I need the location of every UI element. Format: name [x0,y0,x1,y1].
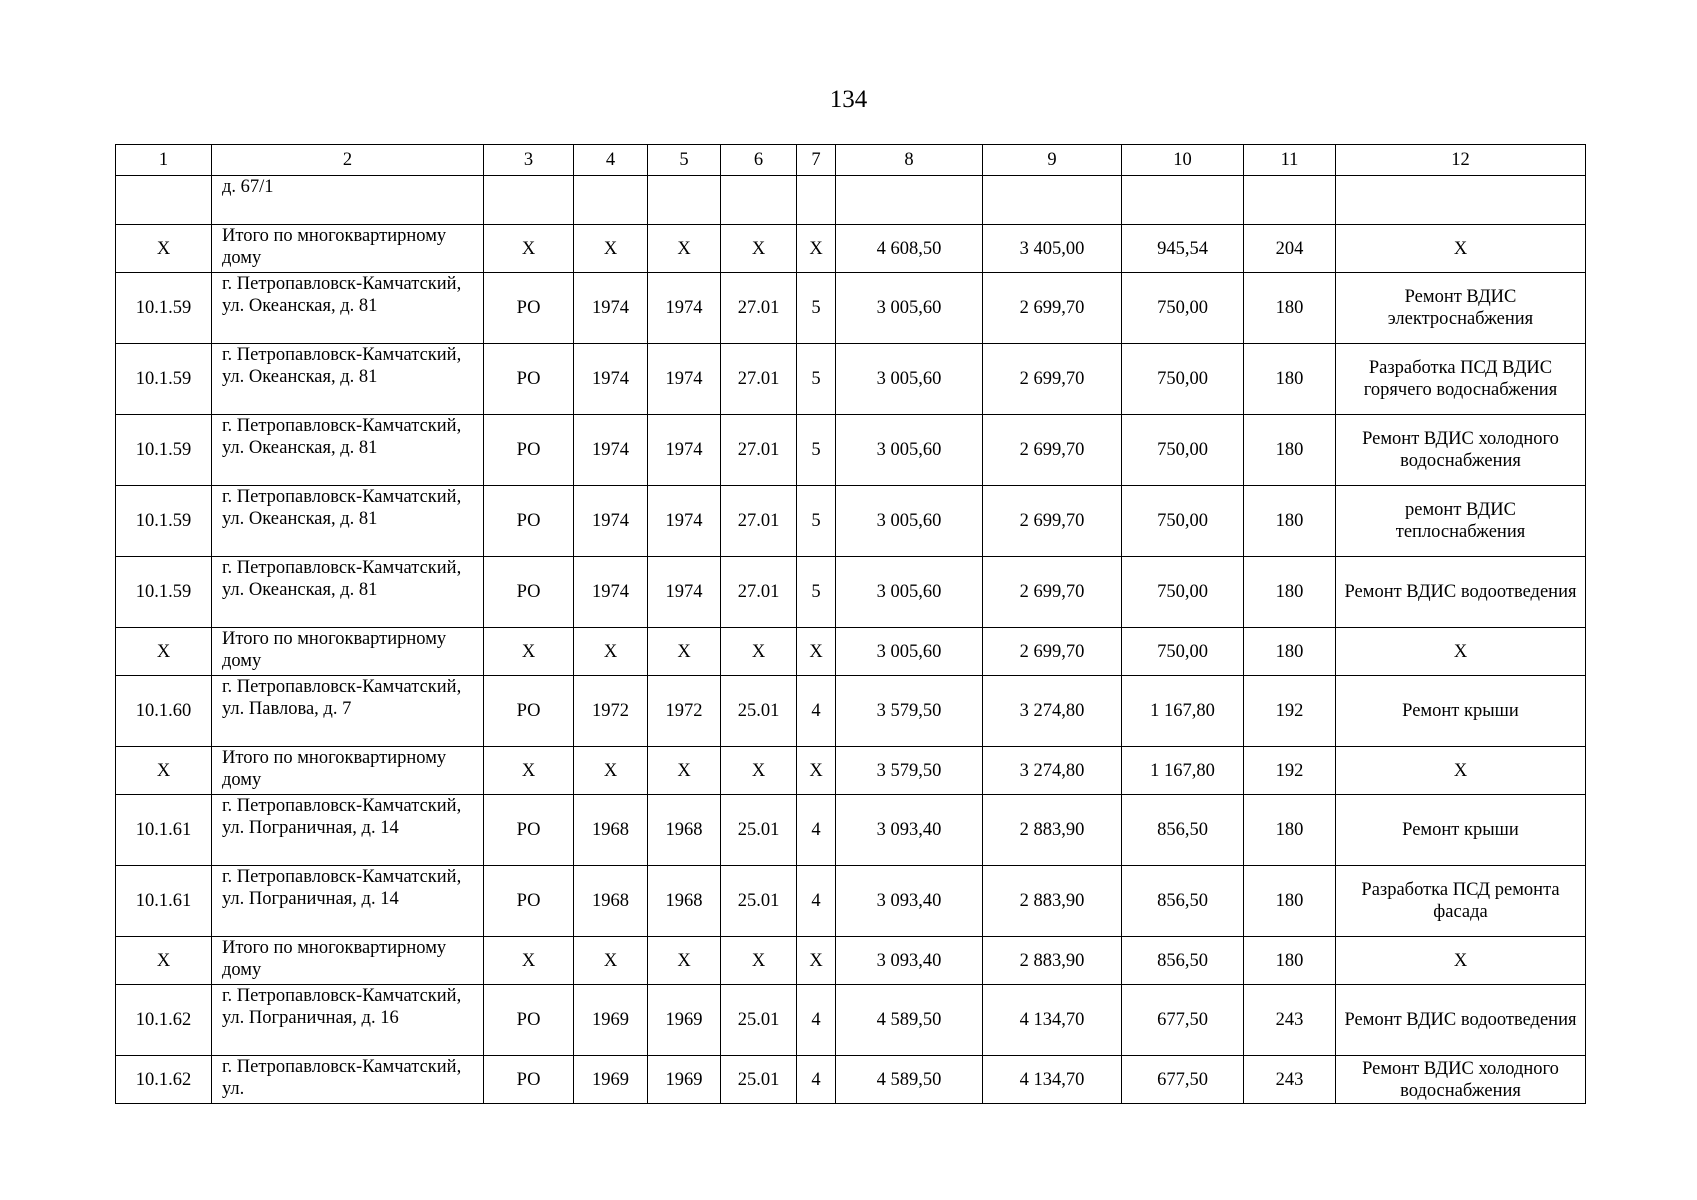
table-cell: г. Петропавловск-Камчатский, ул. Пограничная, д. 16 [212,985,484,1056]
table-cell: 180 [1244,866,1336,937]
table-cell [116,176,212,225]
table-cell: 3 579,50 [836,676,983,747]
table-cell: X [797,628,836,676]
table-cell: 1974 [574,415,648,486]
table-cell: РО [484,985,574,1056]
table-cell: 180 [1244,415,1336,486]
table-cell [1244,176,1336,225]
table-cell: X [721,747,797,795]
table-cell: 1972 [574,676,648,747]
table-cell: 677,50 [1122,1056,1244,1104]
table-cell: X [1336,628,1586,676]
table-cell: 25.01 [721,795,797,866]
table-cell: 1974 [574,344,648,415]
table-cell: 1968 [648,795,721,866]
table-cell: X [648,747,721,795]
table-cell: г. Петропавловск-Камчатский, ул. Павлова, д. 7 [212,676,484,747]
table-cell: 1974 [648,557,721,628]
table-cell: 1974 [648,273,721,344]
table-cell: 1974 [648,415,721,486]
table-cell: 25.01 [721,985,797,1056]
table-cell: 3 005,60 [836,273,983,344]
table-cell: X [1336,937,1586,985]
table-cell: 180 [1244,273,1336,344]
table-cell: г. Петропавловск-Камчатский, ул. Океанская, д. 81 [212,557,484,628]
table-row [116,676,1586,747]
column-number-cell: 10 [1122,145,1244,176]
table-row [116,557,1586,628]
column-number-cell: 8 [836,145,983,176]
table-cell: 4 [797,1056,836,1104]
table-cell: 3 005,60 [836,486,983,557]
table-cell: 10.1.62 [116,1056,212,1104]
table-cell: 856,50 [1122,795,1244,866]
table-cell: 945,54 [1122,225,1244,273]
table-cell: 2 699,70 [983,344,1122,415]
table-cell: 1968 [574,795,648,866]
table-cell [1336,176,1586,225]
column-number-cell: 3 [484,145,574,176]
table-cell: 4 134,70 [983,1056,1122,1104]
table-cell [983,176,1122,225]
table-cell: РО [484,795,574,866]
table-row [116,273,1586,344]
table-cell: 192 [1244,747,1336,795]
page-number: 134 [829,86,868,113]
table-cell: 27.01 [721,415,797,486]
table-cell: Ремонт ВДИС электроснабжения [1336,273,1586,344]
table-cell: 5 [797,415,836,486]
table-cell: 750,00 [1122,344,1244,415]
table-cell: 677,50 [1122,985,1244,1056]
table-cell: 2 699,70 [983,486,1122,557]
table-cell: г. Петропавловск-Камчатский, ул. Океанская, д. 81 [212,486,484,557]
table-cell: 5 [797,486,836,557]
table-cell: 5 [797,344,836,415]
table-cell: 180 [1244,344,1336,415]
table-cell: 10.1.60 [116,676,212,747]
table-cell: 1974 [574,273,648,344]
table-cell: 750,00 [1122,486,1244,557]
table-cell: 1969 [648,1056,721,1104]
table-cell: 10.1.59 [116,557,212,628]
table-cell: 3 274,80 [983,676,1122,747]
table-cell: X [484,628,574,676]
table-cell: 27.01 [721,557,797,628]
table-cell: РО [484,676,574,747]
table-cell: Ремонт ВДИС водоотведения [1336,557,1586,628]
table-cell: 27.01 [721,344,797,415]
table-cell: Итого по многоквартирному дому [212,628,484,676]
column-number-header-row [116,145,1586,176]
column-number-cell: 6 [721,145,797,176]
table-cell: X [721,937,797,985]
table-cell: 4 589,50 [836,1056,983,1104]
table-cell: г. Петропавловск-Камчатский, ул. Океанская, д. 81 [212,344,484,415]
table-cell: 2 699,70 [983,557,1122,628]
table-cell: 3 005,60 [836,344,983,415]
table-cell: РО [484,557,574,628]
table-cell: 5 [797,273,836,344]
table-cell: 2 883,90 [983,866,1122,937]
table-cell: г. Петропавловск-Камчатский, ул. Океанская, д. 81 [212,273,484,344]
table-cell: Ремонт крыши [1336,676,1586,747]
table-cell: 3 093,40 [836,937,983,985]
column-number-cell: 12 [1336,145,1586,176]
table-cell: 750,00 [1122,273,1244,344]
table-cell: Ремонт ВДИС водоотведения [1336,985,1586,1056]
table-cell: X [574,628,648,676]
table-cell: X [1336,747,1586,795]
table-cell: 25.01 [721,1056,797,1104]
table-cell: Разработка ПСД ремонта фасада [1336,866,1586,937]
table-cell: X [116,747,212,795]
table-cell: 3 093,40 [836,866,983,937]
table-cell: 2 883,90 [983,795,1122,866]
table-cell: 1968 [648,866,721,937]
table-cell: 25.01 [721,866,797,937]
table-cell: 750,00 [1122,628,1244,676]
table-cell: Итого по многоквартирному дому [212,225,484,273]
table-cell: 3 093,40 [836,795,983,866]
capital-repair-register-table [115,144,1586,1104]
table-row [116,415,1586,486]
table-cell: 10.1.61 [116,866,212,937]
table-cell [836,176,983,225]
subtotal-row [116,628,1586,676]
table-cell: 750,00 [1122,415,1244,486]
table-cell: 1969 [574,985,648,1056]
column-number-cell: 5 [648,145,721,176]
table-cell: Ремонт крыши [1336,795,1586,866]
table-cell: 1974 [574,557,648,628]
table-cell: X [484,937,574,985]
table-cell: 192 [1244,676,1336,747]
table-cell: Разработка ПСД ВДИС горячего водоснабжения [1336,344,1586,415]
table-cell: 25.01 [721,676,797,747]
table-cell: РО [484,866,574,937]
column-number-cell: 1 [116,145,212,176]
table-cell: X [116,628,212,676]
table-cell [484,176,574,225]
table-cell: 4 589,50 [836,985,983,1056]
table-cell: ремонт ВДИС теплоснабжения [1336,486,1586,557]
column-number-cell: 4 [574,145,648,176]
table-cell [1122,176,1244,225]
table-cell: РО [484,344,574,415]
table-cell: РО [484,486,574,557]
table-cell: X [721,628,797,676]
table-cell: д. 67/1 [212,176,484,225]
table-cell: РО [484,273,574,344]
table-cell: X [574,937,648,985]
table-cell: 4 134,70 [983,985,1122,1056]
table-cell: X [797,225,836,273]
table-cell: 180 [1244,628,1336,676]
table-cell: 4 608,50 [836,225,983,273]
table-cell: 2 883,90 [983,937,1122,985]
table-cell: 1972 [648,676,721,747]
table-cell: 1969 [648,985,721,1056]
table-cell [797,176,836,225]
column-number-cell: 11 [1244,145,1336,176]
table-cell: 3 005,60 [836,628,983,676]
table-cell: 4 [797,985,836,1056]
table-cell: 10.1.59 [116,415,212,486]
table-cell: 4 [797,676,836,747]
table-cell: X [1336,225,1586,273]
subtotal-row [116,937,1586,985]
table-cell: РО [484,415,574,486]
column-number-cell: 9 [983,145,1122,176]
table-cell: Итого по многоквартирному дому [212,747,484,795]
table-cell: 1 167,80 [1122,676,1244,747]
table-cell: 2 699,70 [983,273,1122,344]
table-cell: Ремонт ВДИС холодного водоснабжения [1336,1056,1586,1104]
table-cell: X [484,747,574,795]
table-cell: 180 [1244,937,1336,985]
table-cell: 27.01 [721,486,797,557]
table-cell: 180 [1244,486,1336,557]
table-cell: 5 [797,557,836,628]
table-cell [574,176,648,225]
table-cell: 204 [1244,225,1336,273]
table-cell: X [648,937,721,985]
table-cell: 4 [797,795,836,866]
table-cell: 3 005,60 [836,557,983,628]
table-cell: Ремонт ВДИС холодного водоснабжения [1336,415,1586,486]
table-cell: 1 167,80 [1122,747,1244,795]
table-cell: 10.1.59 [116,344,212,415]
table-cell: X [574,225,648,273]
table-row [116,486,1586,557]
table-row [116,795,1586,866]
table-row [116,866,1586,937]
table-cell [721,176,797,225]
table-cell: X [574,747,648,795]
table-cell: 243 [1244,985,1336,1056]
table-cell: 1969 [574,1056,648,1104]
table-cell: 3 005,60 [836,415,983,486]
table-cell: 4 [797,866,836,937]
table-cell: 1974 [648,486,721,557]
table-cell: 180 [1244,557,1336,628]
table-cell: 856,50 [1122,937,1244,985]
table-cell: 3 579,50 [836,747,983,795]
table-cell: 180 [1244,795,1336,866]
table-cell: 10.1.62 [116,985,212,1056]
table-cell: X [721,225,797,273]
table-cell: 856,50 [1122,866,1244,937]
table-cell: 3 274,80 [983,747,1122,795]
table-cell: Итого по многоквартирному дому [212,937,484,985]
table-cell: 2 699,70 [983,415,1122,486]
table-row [116,176,1586,225]
table-cell: г. Петропавловск-Камчатский, ул. Пограничная, д. 14 [212,795,484,866]
table-cell: 2 699,70 [983,628,1122,676]
table-row [116,985,1586,1056]
table-cell: г. Петропавловск-Камчатский, ул. [212,1056,484,1104]
subtotal-row [116,225,1586,273]
table-cell: 27.01 [721,273,797,344]
table-cell: X [797,937,836,985]
column-number-cell: 7 [797,145,836,176]
table-cell: 1974 [648,344,721,415]
table-cell: X [116,937,212,985]
table-row [116,344,1586,415]
table-cell: X [484,225,574,273]
table-cell: г. Петропавловск-Камчатский, ул. Пограничная, д. 14 [212,866,484,937]
table-cell: X [648,225,721,273]
table-cell: X [797,747,836,795]
table-cell: РО [484,1056,574,1104]
table-cell: 1974 [574,486,648,557]
subtotal-row [116,747,1586,795]
table-cell: 3 405,00 [983,225,1122,273]
table-cell [648,176,721,225]
table-cell: 243 [1244,1056,1336,1104]
table-cell: 10.1.59 [116,486,212,557]
table-cell: 750,00 [1122,557,1244,628]
table-cell: 10.1.61 [116,795,212,866]
table-cell: 10.1.59 [116,273,212,344]
table-cell: г. Петропавловск-Камчатский, ул. Океанская, д. 81 [212,415,484,486]
table-cell: 1968 [574,866,648,937]
table-cell: X [116,225,212,273]
table-row [116,1056,1586,1104]
table-cell: X [648,628,721,676]
column-number-cell: 2 [212,145,484,176]
